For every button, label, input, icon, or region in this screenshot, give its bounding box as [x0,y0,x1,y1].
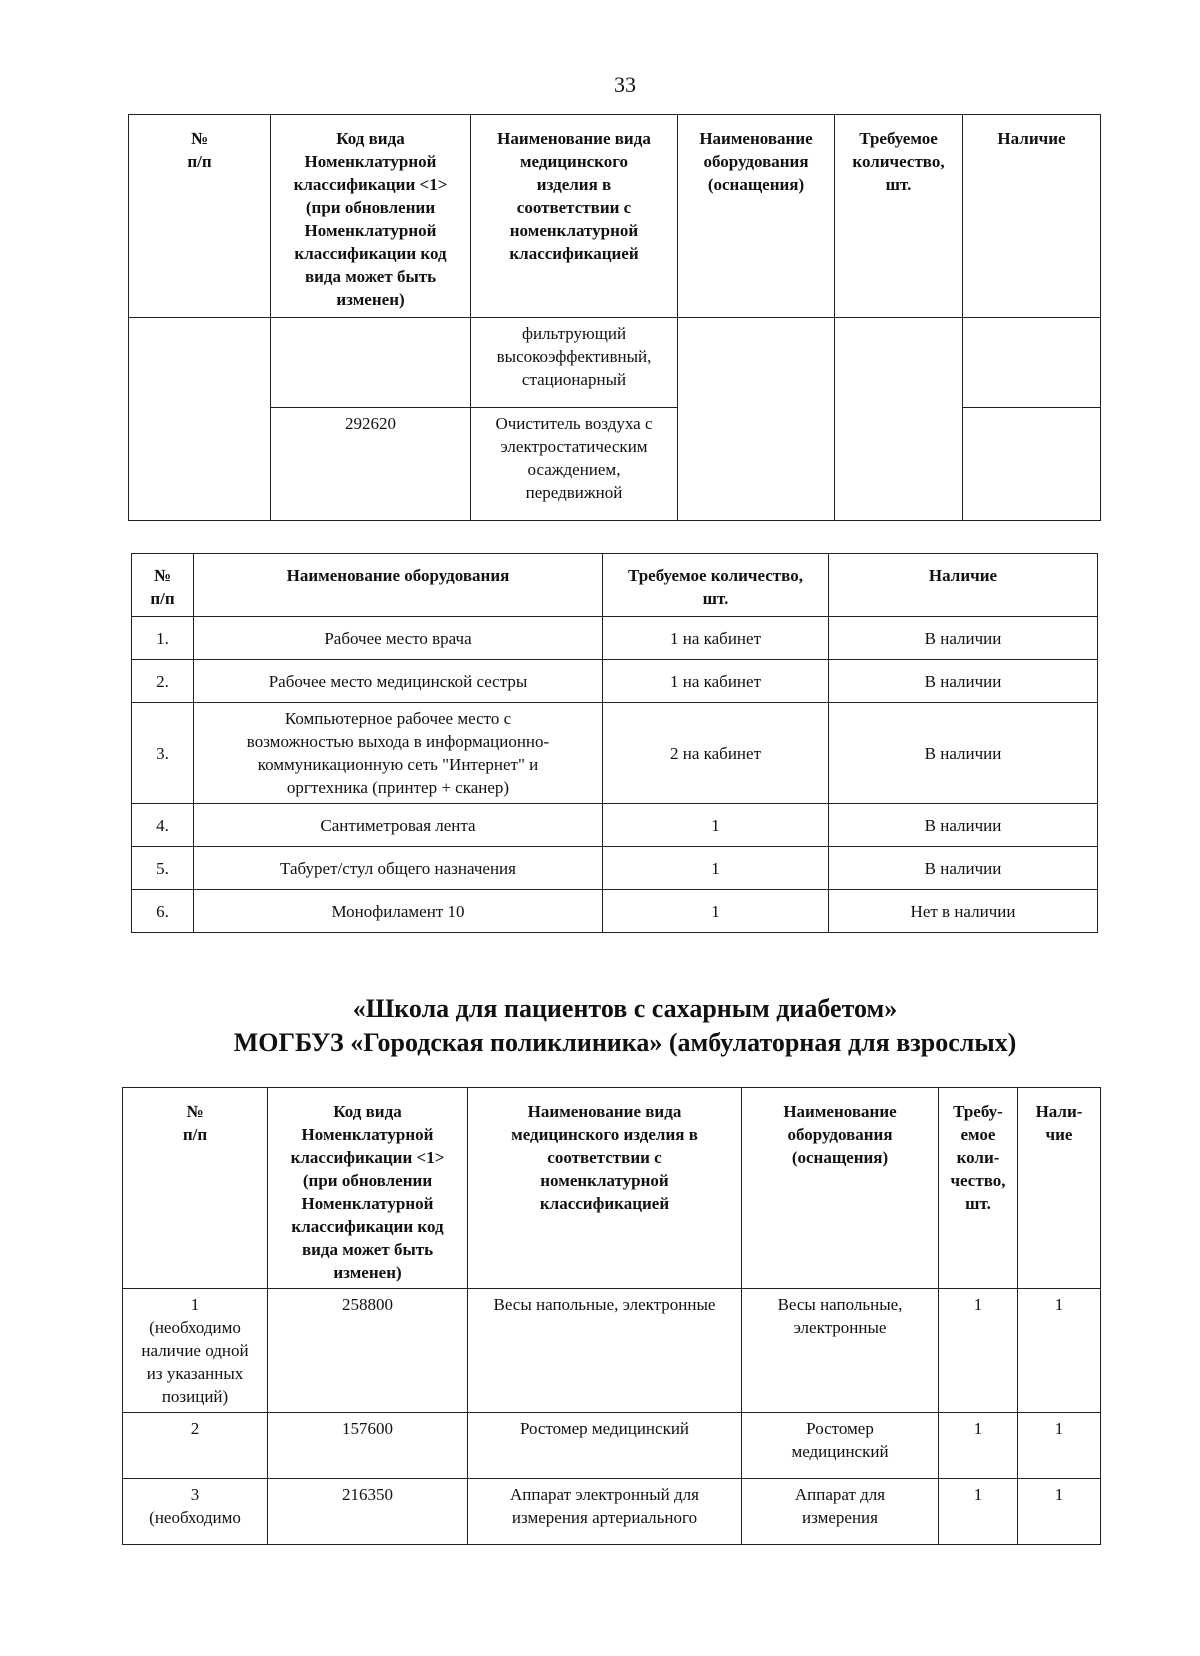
cell-code: 157600 [268,1413,468,1479]
cell-availability: В наличии [829,617,1098,660]
cell-equipment [678,318,835,521]
header-availability: Наличие [829,554,1098,617]
header-quantity: Требуемое количество, шт. [603,554,829,617]
cell-quantity: 1 [603,847,829,890]
table-row [123,1479,1101,1545]
cell-availability: В наличии [829,703,1098,804]
header-num: № п/п [129,115,271,318]
header-code: Код вида Номенклатурной классификации <1> (при обновлении Номенклатурной классификации код вида может быть изменен) [271,115,471,318]
cell-num: 6. [132,890,194,933]
cell-equipment: Рабочее место врача [194,617,603,660]
equipment-table-continued [128,114,1101,521]
cell-kind: Аппарат электронный для измерения артериального [468,1479,742,1545]
cell-kind: Очиститель воздуха с электростатическим осаждением, передвижной [471,408,678,521]
cell-equipment: Весы напольные, электронные [742,1289,939,1413]
cell-quantity [835,318,963,521]
table-row [132,804,1098,847]
table-row [129,318,1101,408]
cell-equipment: Табурет/стул общего назначения [194,847,603,890]
cell-quantity: 1 [603,890,829,933]
cell-availability: 1 [1018,1413,1101,1479]
header-kind: Наименование вида медицинского изделия в соответствии с номенклатурной классификацией [468,1088,742,1289]
cell-quantity: 1 на кабинет [603,660,829,703]
header-code: Код вида Номенклатурной классификации <1> (при обновлении Номенклатурной классификации код вида может быть изменен) [268,1088,468,1289]
diabetes-school-equipment-table [122,1087,1101,1545]
cell-quantity: 1 [939,1479,1018,1545]
cell-num: 5. [132,847,194,890]
header-quantity: Требуемое количество, шт. [835,115,963,318]
cell-availability: Нет в наличии [829,890,1098,933]
table-header-row [123,1088,1101,1289]
table-row [132,890,1098,933]
cell-equipment: Сантиметровая лента [194,804,603,847]
cell-quantity: 1 на кабинет [603,617,829,660]
table-row [132,660,1098,703]
cell-quantity: 1 [939,1289,1018,1413]
header-equipment: Наименование оборудования (оснащения) [678,115,835,318]
header-equipment: Наименование оборудования (оснащения) [742,1088,939,1289]
cell-availability: 1 [1018,1479,1101,1545]
header-quantity: Требу- емое коли- чество, шт. [939,1088,1018,1289]
cell-equipment: Монофиламент 10 [194,890,603,933]
header-num: № п/п [132,554,194,617]
cell-code: 258800 [268,1289,468,1413]
header-equipment: Наименование оборудования [194,554,603,617]
cell-kind: Весы напольные, электронные [468,1289,742,1413]
cell-num: 1. [132,617,194,660]
table-row [132,847,1098,890]
page-number: 33 [614,72,636,97]
cell-availability: В наличии [829,660,1098,703]
cell-availability: В наличии [829,804,1098,847]
table-row [132,703,1098,804]
cell-quantity: 2 на кабинет [603,703,829,804]
table-row [132,617,1098,660]
cell-quantity: 1 [939,1413,1018,1479]
cell-num: 2. [132,660,194,703]
cell-availability: В наличии [829,847,1098,890]
cell-equipment: Аппарат для измерения [742,1479,939,1545]
cell-code [271,318,471,408]
cell-kind: Ростомер медицинский [468,1413,742,1479]
cell-num [129,318,271,521]
cell-kind: фильтрующий высокоэффективный, стационарный [471,318,678,408]
header-kind: Наименование вида медицинского изделия в соответствии с номенклатурной классификацией [471,115,678,318]
section-subtitle: МОГБУЗ «Городская поликлиника» (амбулаторная для взрослых) [233,1028,1017,1057]
cell-num: 4. [132,804,194,847]
cell-equipment: Ростомер медицинский [742,1413,939,1479]
header-availability: Наличие [963,115,1101,318]
cell-code: 216350 [268,1479,468,1545]
section-title: «Школа для пациентов с сахарным диабетом» [352,994,898,1023]
cell-quantity: 1 [603,804,829,847]
cell-availability [963,408,1101,521]
cell-availability [963,318,1101,408]
cell-equipment: Компьютерное рабочее место с возможностью выхода в информационно- коммуникационную сеть "Интернет" и оргтехника (принтер + сканер) [194,703,603,804]
cell-equipment: Рабочее место медицинской сестры [194,660,603,703]
cell-num: 1 (необходимо наличие одной из указанных позиций) [123,1289,268,1413]
equipment-list-table [131,553,1098,933]
table-header-row [129,115,1101,318]
header-num: № п/п [123,1088,268,1289]
header-availability: Нали- чие [1018,1088,1101,1289]
cell-availability: 1 [1018,1289,1101,1413]
cell-code: 292620 [271,408,471,521]
table-header-row [132,554,1098,617]
cell-num: 3. [132,703,194,804]
cell-num: 3 (необходимо [123,1479,268,1545]
cell-num: 2 [123,1413,268,1479]
table-row [123,1289,1101,1413]
table-row [123,1413,1101,1479]
